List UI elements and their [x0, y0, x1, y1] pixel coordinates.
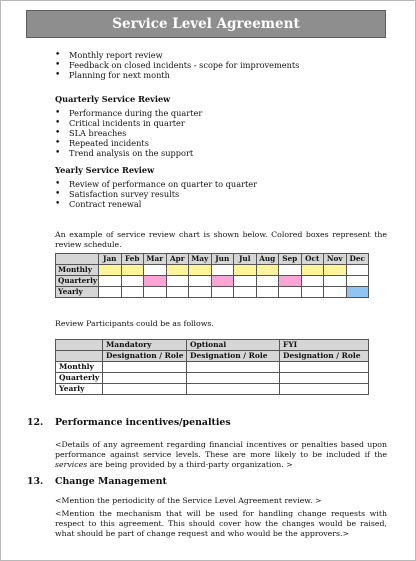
- schedule-cell: [279, 265, 302, 276]
- schedule-cell: [346, 276, 369, 287]
- designation-role-header: Designation / Role: [103, 351, 187, 362]
- participants-row-label: Yearly: [56, 384, 103, 395]
- participant-cell: [103, 373, 187, 384]
- review-chart-intro: An example of service review chart is shown below. Colored boxes represent the review schedule.: [55, 230, 387, 249]
- designation-role-header: Designation / Role: [280, 351, 369, 362]
- schedule-cell: [144, 276, 167, 287]
- review-participants-table: [55, 339, 369, 395]
- schedule-cell: [189, 287, 212, 298]
- month-header: Apr: [166, 254, 189, 265]
- month-header: Sep: [279, 254, 302, 265]
- list-item: • SLA breaches: [69, 128, 202, 138]
- table-row: [56, 276, 369, 287]
- participants-row-label: Quarterly: [56, 373, 103, 384]
- schedule-row-label: Quarterly: [56, 276, 99, 287]
- month-header: Jan: [99, 254, 122, 265]
- month-header: Jun: [211, 254, 234, 265]
- table-row: [56, 384, 369, 395]
- participants-row-label: Monthly: [56, 362, 103, 373]
- participants-intro: Review Participants could be as follows.: [55, 319, 214, 328]
- participant-cell: [280, 373, 369, 384]
- schedule-cell: [121, 276, 144, 287]
- schedule-row-label: Yearly: [56, 287, 99, 298]
- participants-subheader-row: [56, 351, 369, 362]
- schedule-cell: [189, 265, 212, 276]
- yearly-review-list: [69, 179, 257, 209]
- month-header: Dec: [346, 254, 369, 265]
- schedule-cell: [279, 287, 302, 298]
- schedule-cell: [256, 265, 279, 276]
- schedule-cell: [211, 276, 234, 287]
- participant-cell: [280, 384, 369, 395]
- list-item: • Review of performance on quarter to quarter: [69, 179, 257, 189]
- schedule-cell: [166, 265, 189, 276]
- table-corner-cell: [56, 351, 103, 362]
- month-header: Oct: [301, 254, 324, 265]
- table-corner-cell: [56, 254, 99, 265]
- review-schedule-table: [55, 253, 369, 298]
- group-header-mandatory: Mandatory: [103, 340, 187, 351]
- schedule-cell: [324, 287, 347, 298]
- list-item: • Performance during the quarter: [69, 108, 202, 118]
- list-item: • Trend analysis on the support: [69, 148, 202, 158]
- schedule-cell: [324, 276, 347, 287]
- list-item: • Contract renewal: [69, 199, 257, 209]
- change-mechanism-paragraph: <Mention the mechanism that will be used for handling change requests with respect to this agreement. This should cover how the changes would be raised, what should be part of change request and who would be the approvers.>: [55, 509, 387, 538]
- participant-cell: [280, 362, 369, 373]
- participant-cell: [187, 373, 280, 384]
- table-row: [56, 287, 369, 298]
- section-title-change-management: Change Management: [55, 476, 167, 487]
- schedule-cell: [189, 276, 212, 287]
- schedule-cell: [234, 287, 257, 298]
- schedule-cell: [301, 287, 324, 298]
- month-header: Feb: [121, 254, 144, 265]
- schedule-cell: [99, 276, 122, 287]
- schedule-cell: [121, 287, 144, 298]
- table-row: [56, 265, 369, 276]
- group-header-optional: Optional: [187, 340, 280, 351]
- schedule-cell: [99, 287, 122, 298]
- document-title: Service Level Agreement: [26, 10, 386, 38]
- schedule-cell: [144, 287, 167, 298]
- schedule-cell: [211, 287, 234, 298]
- schedule-cell: [256, 287, 279, 298]
- list-item: • Critical incidents in quarter: [69, 118, 202, 128]
- quarterly-review-heading: Quarterly Service Review: [55, 94, 171, 104]
- schedule-cell: [301, 276, 324, 287]
- month-header: May: [189, 254, 212, 265]
- designation-role-header: Designation / Role: [187, 351, 280, 362]
- group-header-fyi: FYI: [280, 340, 369, 351]
- table-corner-cell: [56, 340, 103, 351]
- schedule-cell: [211, 265, 234, 276]
- list-item: • Repeated incidents: [69, 138, 202, 148]
- section-title-incentives: Performance incentives/penalties: [55, 417, 231, 428]
- schedule-cell: [99, 265, 122, 276]
- participant-cell: [103, 362, 187, 373]
- table-row: [56, 373, 369, 384]
- schedule-cell: [324, 265, 347, 276]
- participant-cell: [187, 384, 280, 395]
- list-item: • Satisfaction survey results: [69, 189, 257, 199]
- schedule-cell: [166, 287, 189, 298]
- quarterly-review-list: [69, 108, 202, 158]
- month-header: Jul: [234, 254, 257, 265]
- participant-cell: [103, 384, 187, 395]
- list-item: • Planning for next month: [69, 70, 299, 80]
- schedule-cell: [234, 276, 257, 287]
- change-periodicity-paragraph: <Mention the periodicity of the Service Level Agreement review. >: [55, 496, 322, 505]
- section-number: 13.: [27, 476, 44, 487]
- schedule-cell: [346, 287, 369, 298]
- participant-cell: [187, 362, 280, 373]
- schedule-cell: [279, 276, 302, 287]
- schedule-cell: [166, 276, 189, 287]
- schedule-cell: [256, 276, 279, 287]
- schedule-cell: [144, 265, 167, 276]
- table-row: [56, 362, 369, 373]
- yearly-review-heading: Yearly Service Review: [55, 165, 155, 175]
- schedule-header-row: [56, 254, 369, 265]
- month-header: Nov: [324, 254, 347, 265]
- schedule-cell: [234, 265, 257, 276]
- schedule-cell: [346, 265, 369, 276]
- month-header: Aug: [256, 254, 279, 265]
- schedule-cell: [121, 265, 144, 276]
- incentives-paragraph: <Details of any agreement regarding financial incentives or penalties based upon performance against service levels. These are more likely to be included if the services are being provided by a third-party organization. >: [55, 440, 387, 469]
- participants-group-row: [56, 340, 369, 351]
- section-number: 12.: [27, 417, 44, 428]
- monthly-review-list: [69, 50, 299, 80]
- schedule-cell: [301, 265, 324, 276]
- schedule-row-label: Monthly: [56, 265, 99, 276]
- list-item: • Feedback on closed incidents - scope for improvements: [69, 60, 299, 70]
- list-item: • Monthly report review: [69, 50, 299, 60]
- month-header: Mar: [144, 254, 167, 265]
